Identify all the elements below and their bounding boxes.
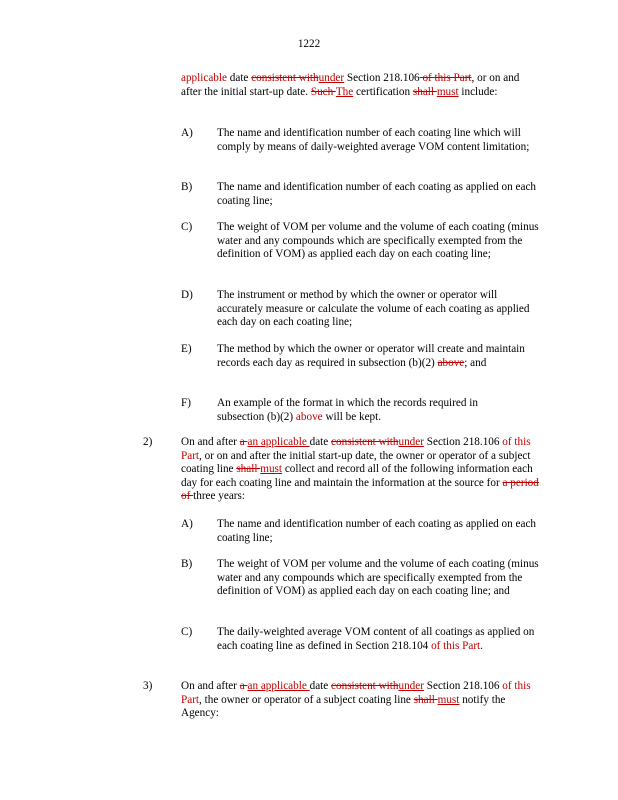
list-item-text: The weight of VOM per volume and the volume of each coating (minus water and any compounds which are specifically exempted from the definition of VOM) as applied each day on each coating line; xyxy=(217,221,539,261)
body-text: On and after xyxy=(181,436,240,448)
deleted-text: a xyxy=(239,436,248,448)
list-item-text xyxy=(217,343,537,370)
deleted-text: of this Part xyxy=(419,72,472,84)
body-text: , or on and after the initial start-up date. xyxy=(181,72,520,98)
inserted-text: must xyxy=(260,463,283,476)
list-label: E) xyxy=(181,343,192,355)
list-label: D) xyxy=(181,289,193,301)
inserted-text: The xyxy=(335,85,354,98)
list-label: C) xyxy=(181,626,193,638)
body-text: Section 218.106 xyxy=(423,436,503,448)
item-number: 2) xyxy=(143,436,153,448)
list-item-text: The name and identification number of each coating line which will comply by means of daily-weighted average VOM content limitation; xyxy=(217,127,530,153)
list-label: F) xyxy=(181,397,191,409)
inserted-text: above xyxy=(295,410,323,423)
list-label: C) xyxy=(181,221,193,233)
page-number: 1222 xyxy=(297,38,321,50)
list-item-text: The weight of VOM per volume and the volume of each coating (minus water and any compounds which are specifically exempted from the definition of VOM) as applied each day on each coating line; and xyxy=(217,558,539,598)
deleted-text: shall xyxy=(413,693,438,706)
body-text: date xyxy=(309,436,332,448)
deleted-text: a xyxy=(239,680,248,692)
inserted-text: under xyxy=(398,436,424,448)
body-text: , the owner or operator of a subject coating line xyxy=(199,693,414,706)
list-item-text: The name and identification number of each coating as applied on each coating line; xyxy=(217,518,537,544)
list-item-text: The instrument or method by which the owner or operator will accurately measure or calculate the volume of each coating as applied each day on each coating line; xyxy=(217,289,530,329)
list-label: A) xyxy=(181,127,193,139)
intro-paragraph xyxy=(181,72,533,99)
inserted-text: of this Part xyxy=(181,680,531,706)
deleted-text: consistent with xyxy=(251,72,319,84)
item-paragraph xyxy=(181,680,545,721)
inserted-text: an applicable xyxy=(247,680,310,692)
body-text: date xyxy=(226,72,252,84)
inserted-text: an applicable xyxy=(247,436,310,448)
deleted-text: consistent with xyxy=(331,680,399,692)
list-label: A) xyxy=(181,518,193,530)
inserted-text: of this Part xyxy=(181,436,531,462)
body-text: three years: xyxy=(193,490,245,503)
inserted-text: must xyxy=(437,693,460,706)
list-item-text: The name and identification number of each coating as applied on each coating line; xyxy=(217,181,537,207)
body-text: ; and xyxy=(464,356,487,369)
body-text: Section 218.106 xyxy=(423,680,503,692)
body-text: On and after xyxy=(181,680,240,692)
list-label: B) xyxy=(181,558,193,570)
body-text: Section 218.106 xyxy=(344,72,420,84)
body-text: date xyxy=(309,680,332,692)
body-text: include: xyxy=(458,85,498,98)
inserted-text: of this Part xyxy=(431,639,481,652)
inserted-text: under xyxy=(318,72,345,84)
deleted-text: a period of xyxy=(181,476,539,503)
inserted-text: must xyxy=(436,85,459,98)
body-text: certification xyxy=(353,85,413,98)
inserted-text: applicable xyxy=(181,72,227,84)
body-text: The method by which the owner or operator will create and maintain records each day as required in subsection (b)(2) xyxy=(217,343,525,369)
deleted-text: Such xyxy=(310,85,336,98)
list-label: B) xyxy=(181,181,193,193)
deleted-text: shall xyxy=(236,463,261,476)
body-text: An example of the format in which the records required in subsection (b)(2) xyxy=(217,397,478,423)
body-text: , or on and after the initial start-up date, the owner or operator of a subject coating line xyxy=(181,449,531,476)
body-text: collect and record all of the following information each day for each coating line and maintain the information at the source for xyxy=(181,463,533,489)
deleted-text: consistent with xyxy=(331,436,399,448)
item-number: 3) xyxy=(143,680,153,692)
deleted-text: shall xyxy=(412,85,437,98)
deleted-text: above xyxy=(437,356,465,369)
body-text: will be kept. xyxy=(322,410,382,423)
list-item-text xyxy=(217,397,517,424)
body-text: notify the Agency: xyxy=(181,693,506,720)
body-text: The daily-weighted average VOM content of all coatings as applied on each coating line as defined in Section 218.104 xyxy=(217,626,535,652)
item-paragraph xyxy=(181,436,545,504)
list-item-text xyxy=(217,626,539,653)
inserted-text: under xyxy=(398,680,424,692)
body-text: . xyxy=(480,639,483,652)
